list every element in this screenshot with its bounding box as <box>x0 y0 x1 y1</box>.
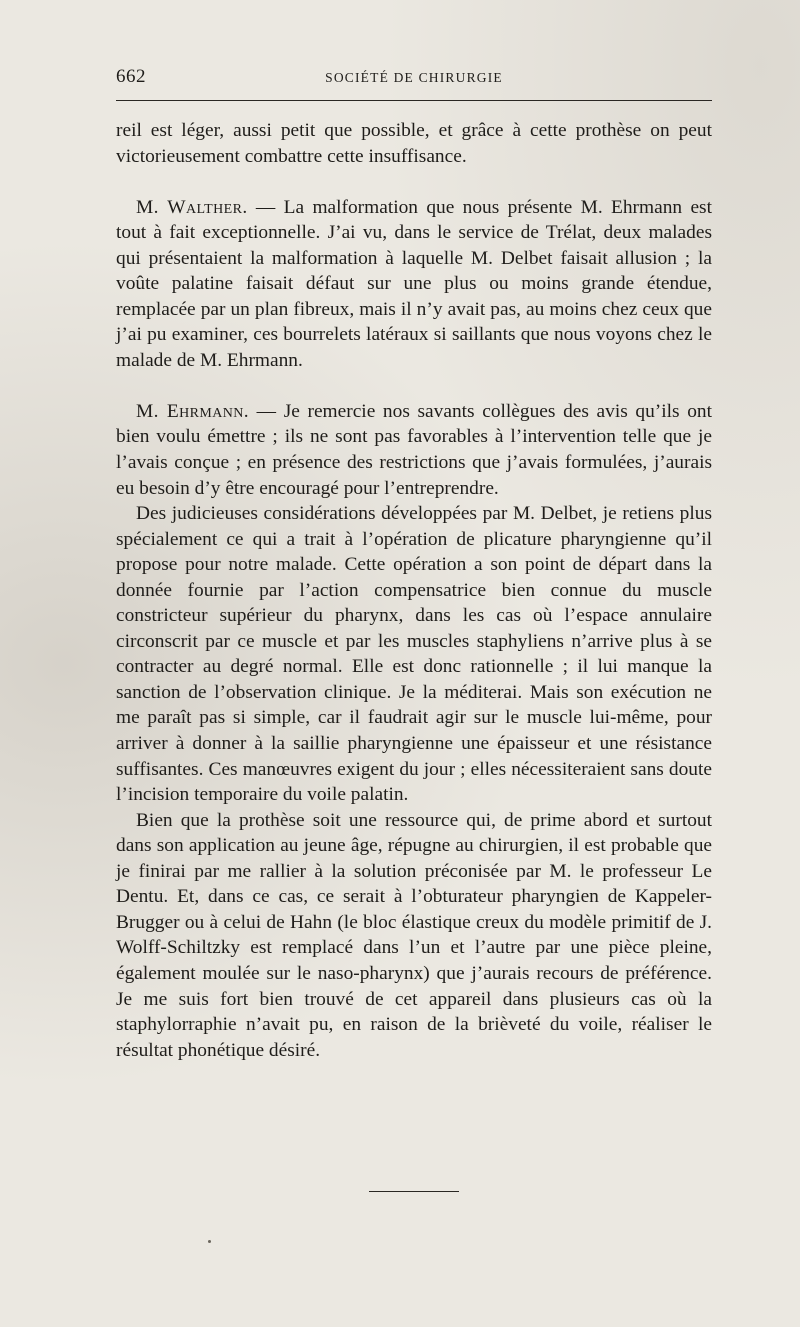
paragraph-text: Des judicieuses considérations développées par M. Delbet, je retiens plus spécialement ce qui a trait à l’opération de plicature pharyngienne qu’il propose pour notre malade. Cette opération a son point de départ dans la donnée fournie par l’action compensatrice bien connue du muscle constricteur supérieur du pharynx, dans les cas où l’espace annulaire circonscrit par ce muscle et par les muscles staphyliens n’arrive plus à se contracter au degré normal. Elle est donc rationnelle ; il lui manque la sanction de l’observation clinique. Je la méditerai. Mais son exécution ne me paraît pas si simple, car il faudrait agir sur le muscle lui-même, pour arriver à donner à la saillie pharyngienne une épaisseur et une résistance suffisantes. Ces manœuvres exigent du jour ; elles nécessiteraient sans doute l’incision temporaire du voile palatin. <box>116 503 712 806</box>
paragraph-prothese <box>116 808 712 1063</box>
section-end-rule <box>369 1191 459 1192</box>
speaker-name: M. Ehrmann. <box>136 400 250 422</box>
paper-speck <box>208 1240 211 1243</box>
paragraph-text: reil est léger, aussi petit que possible, et grâce à cette prothèse on peut victorieusement combattre cette insuffisance. <box>116 120 712 167</box>
speaker-name: M. Walther. <box>136 196 248 218</box>
paragraph-walther <box>116 195 712 374</box>
paragraph-text: — Je remercie nos savants collègues des avis qu’ils ont bien voulu émettre ; ils ne sont pas favorables à l’intervention telle que je l’avais conçue ; en présence des restrictions que j’avais formulées, j’aurais eu besoin d’y être encouragé pour l’entreprendre. <box>116 400 712 499</box>
header-rule <box>116 100 712 101</box>
paragraph-delbet-considerations <box>116 501 712 808</box>
body-text <box>116 118 712 1063</box>
page-number: 662 <box>116 66 146 87</box>
page-header <box>116 60 712 96</box>
paragraph-text: — La malformation que nous présente M. Ehrmann est tout à fait exceptionnelle. J’ai vu, dans le service de Trélat, deux malades qui présentaient la malformation à laquelle M. Delbet faisait allusion ; la voûte palatine faisait défaut sur une plus ou moins grande étendue, remplacée par un plan fibreux, mais il n’y avait pas, au moins chez ceux que j’ai pu examiner, ces bourrelets latéraux si saillants que nous voyons chez le malade de M. Ehrmann. <box>116 196 712 371</box>
paragraph-ehrmann <box>116 399 712 501</box>
paragraph-text: Bien que la prothèse soit une ressource qui, de prime abord et surtout dans son application au jeune âge, répugne au chirurgien, il est probable que je finirai par me rallier à la solution préconisée par M. le professeur Le Dentu. Et, dans ce cas, ce serait à l’obturateur pharyngien de Kappeler-Brugger ou à celui de Hahn (le bloc élastique creux du modèle primitif de J. Wolff-Schiltzky est remplacé dans l’un et l’autre par une pièce pleine, également moulée sur le naso-pharynx) que j’aurais recours de préférence. Je me suis fort bien trouvé de cet appareil dans plusieurs cas où la staphylorraphie n’avait pu, en raison de la brièveté du voile, réaliser le résultat phonétique désiré. <box>116 809 712 1061</box>
running-title: SOCIÉTÉ DE CHIRURGIE <box>325 70 503 85</box>
paragraph-continuation <box>116 118 712 169</box>
